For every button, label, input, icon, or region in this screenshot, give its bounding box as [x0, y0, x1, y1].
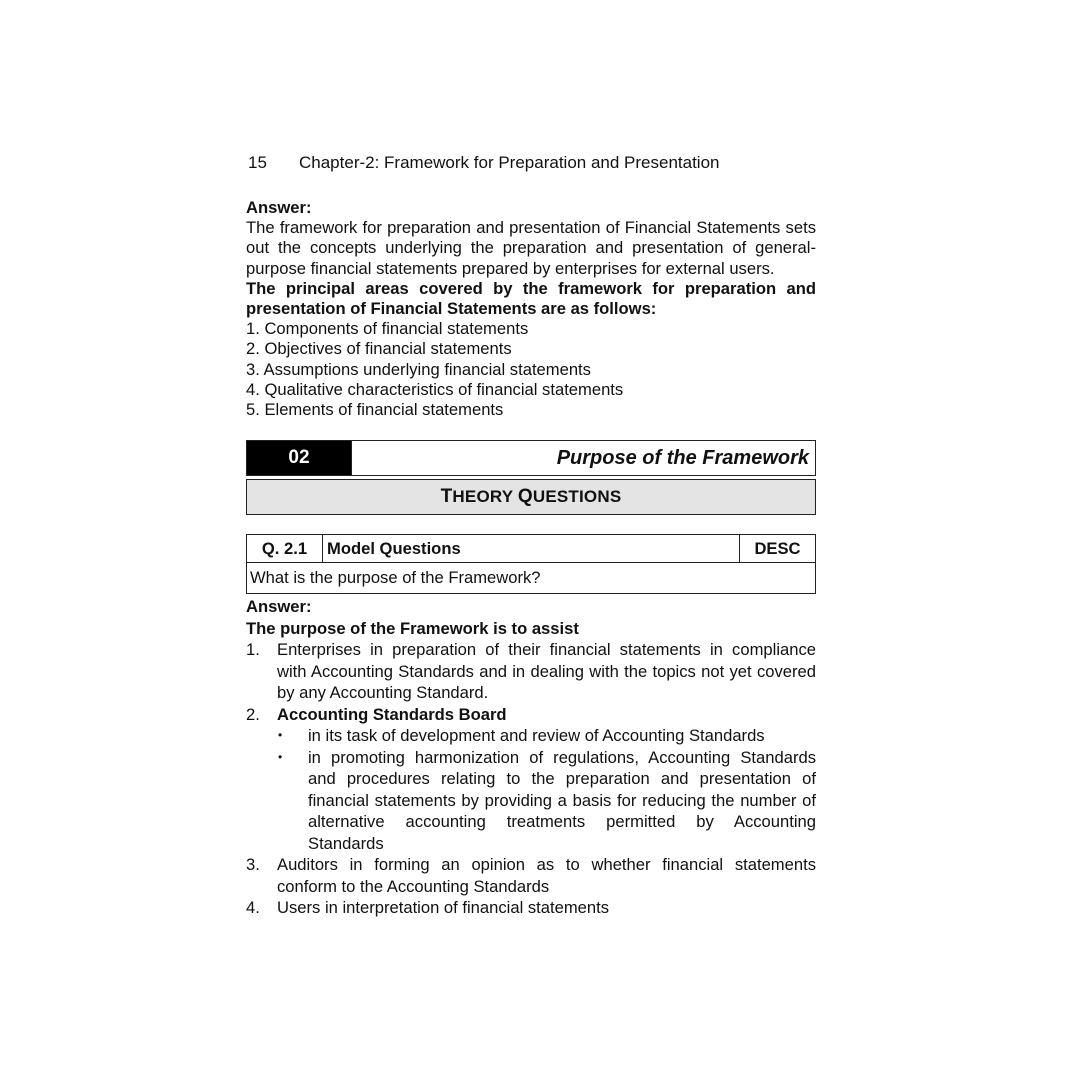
section-title: Purpose of the Framework: [351, 441, 815, 475]
principal-areas-heading: [246, 279, 816, 319]
bullet-icon: •: [278, 749, 283, 764]
answer-block-2: [246, 596, 816, 919]
item-line: by any Accounting Standard.: [277, 683, 489, 702]
section-banner: [246, 440, 816, 476]
bullet-line: Standards: [308, 833, 384, 853]
theory-questions-bar: [246, 479, 816, 515]
item-line: Auditors in forming an opinion as to whether financial statements: [277, 855, 816, 874]
bullet-line: financial statements by providing a basis for reducing the number of: [308, 790, 816, 810]
list-item: [246, 704, 816, 726]
theory-rest: HEORY: [452, 487, 518, 506]
section-number: 02: [247, 441, 351, 475]
running-header: [248, 153, 719, 173]
heading-line: presentation of Financial Statements are as follows:: [246, 299, 657, 319]
bullet-line: and procedures relating to the preparation and presentation of: [308, 769, 816, 788]
principal-areas-list: [246, 319, 816, 420]
heading-line: The principal areas covered by the framework for preparation and: [246, 278, 816, 298]
item-number: 2.: [246, 704, 260, 724]
list-item: [246, 854, 816, 897]
item-number: 3.: [246, 855, 260, 874]
chapter-title: Chapter-2: Framework for Preparation and Presentation: [299, 153, 720, 172]
list-item: 3. Assumptions underlying financial statements: [246, 359, 591, 379]
questions-rest: UESTIONS: [532, 487, 622, 506]
paragraph-line: out the concepts underlying the preparation and presentation of general-: [246, 238, 816, 258]
question-heading: Model Questions: [323, 535, 740, 563]
table-row: [247, 563, 816, 594]
list-item: 4. Qualitative characteristics of financial statements: [246, 379, 624, 399]
list-item: [246, 897, 816, 919]
paragraph-line: The framework for preparation and presentation of Financial Statements sets: [246, 218, 816, 238]
answer-label: Answer:: [246, 198, 312, 217]
list-item: [246, 639, 816, 704]
question-number: Q. 2.1: [247, 535, 323, 563]
item-line: conform to the Accounting Standards: [277, 876, 550, 896]
questions-letter: Q: [517, 486, 533, 507]
question-type: DESC: [740, 535, 816, 563]
paragraph-line: purpose financial statements prepared by enterprises for external users.: [246, 258, 775, 278]
page-number: 15: [248, 153, 267, 172]
bullet-line: in its task of development and review of Accounting Standards: [308, 726, 765, 745]
item-line: Enterprises in preparation of their financial statements in compliance: [277, 640, 816, 659]
bullet-icon: •: [278, 728, 283, 742]
bullet-line: in promoting harmonization of regulations, Accounting Standards: [308, 747, 816, 767]
answer-block-1: [246, 198, 816, 420]
theory-letter: T: [440, 486, 453, 507]
item-number: 4.: [246, 898, 260, 917]
question-text: What is the purpose of the Framework?: [247, 563, 816, 594]
list-item: 5. Elements of financial statements: [246, 400, 504, 420]
list-item: 2. Objectives of financial statements: [246, 339, 512, 359]
item-line: with Accounting Standards and in dealing with the topics not yet covered: [277, 661, 816, 681]
bullet-item: [246, 725, 816, 747]
table-row: [247, 535, 816, 563]
answer-paragraph: [246, 218, 816, 279]
answer-label: Answer:: [246, 597, 312, 616]
bullet-line: alternative accounting treatments permitted by Accounting: [308, 812, 816, 831]
list-item: 1. Components of financial statements: [246, 319, 529, 339]
item-title: Accounting Standards Board: [277, 704, 507, 724]
item-line: Users in interpretation of financial statements: [277, 898, 610, 917]
answer-intro: The purpose of the Framework is to assist: [246, 618, 579, 638]
bullet-item: [246, 747, 816, 855]
item-number: 1.: [246, 640, 260, 659]
question-table: [246, 534, 816, 594]
